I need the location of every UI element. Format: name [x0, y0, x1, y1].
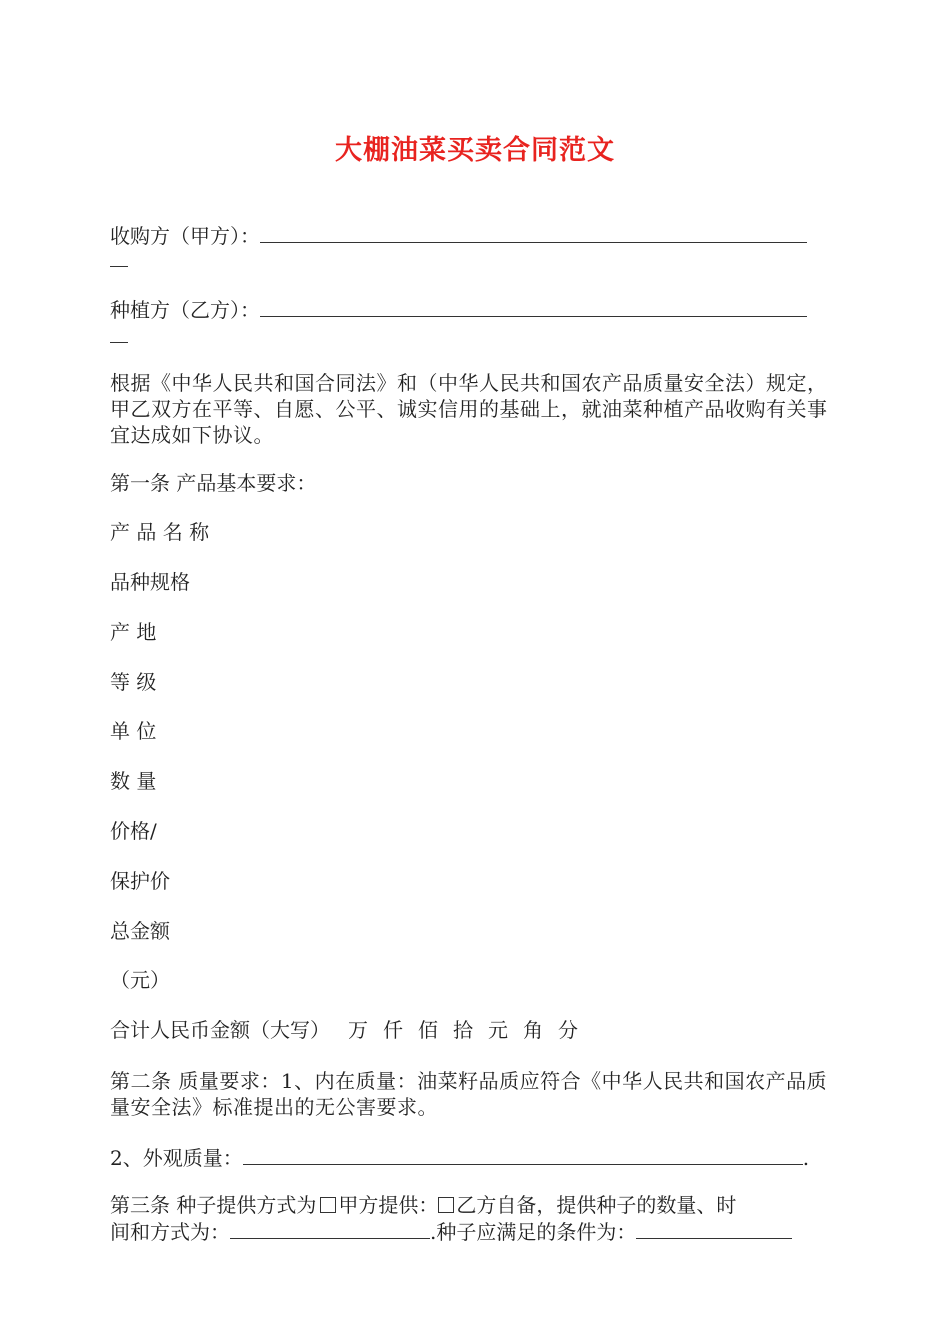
appearance-row	[110, 1144, 845, 1171]
field-grade: 等 级	[110, 670, 157, 694]
field-total-amount: 总金额	[110, 919, 170, 943]
article-1-heading: 第一条 产品基本要求：	[110, 471, 317, 495]
unit-jiao: 角	[523, 1018, 543, 1042]
party-b-blank-continuation	[110, 342, 128, 343]
option-a-label: 甲方提供：	[338, 1193, 439, 1217]
option-b-label: 乙方自备，提供种子的数量、时	[456, 1193, 737, 1217]
field-yuan-unit: （元）	[110, 968, 170, 992]
unit-bai: 佰	[418, 1018, 438, 1042]
total-amount-label: 合计人民币金额（大写）	[110, 1018, 330, 1042]
field-price: 价格/	[110, 819, 157, 843]
option-b-checkbox[interactable]	[438, 1197, 454, 1213]
article-3-line-2	[110, 1218, 845, 1245]
field-protection-price: 保护价	[110, 869, 170, 893]
party-a-blank-continuation	[110, 266, 128, 267]
party-a-label: 收购方（甲方）：	[110, 224, 260, 248]
field-origin: 产 地	[110, 620, 157, 644]
article-3-line2-prefix: 间和方式为：	[110, 1220, 230, 1244]
article-3-line-1	[110, 1192, 845, 1218]
appearance-end: .	[802, 1146, 810, 1170]
field-quantity: 数 量	[110, 769, 157, 793]
page-title: 大棚油菜买卖合同范文	[335, 135, 615, 166]
field-variety-spec: 品种规格	[110, 570, 190, 594]
unit-qian: 仟	[383, 1018, 403, 1042]
party-a-blank[interactable]	[260, 222, 807, 243]
field-product-name: 产 品 名 称	[110, 520, 210, 544]
total-amount-row	[110, 1017, 845, 1043]
unit-shi: 拾	[453, 1018, 473, 1042]
unit-yuan: 元	[488, 1018, 508, 1042]
article-3-prefix: 第三条 种子提供方式为	[110, 1193, 317, 1217]
article-2-paragraph: 第二条 质量要求：1、内在质量：油菜籽品质应符合《中华人民共和国农产品质量安全法》标准提出的无公害要求。	[110, 1069, 828, 1119]
party-b-blank[interactable]	[260, 296, 807, 317]
party-b-row	[110, 296, 845, 323]
appearance-label: 2、外观质量：	[110, 1146, 243, 1170]
party-b-label: 种植方（乙方）：	[110, 298, 260, 322]
intro-paragraph: 根据《中华人民共和国合同法》和（中华人民共和国农产品质量安全法）规定，甲乙双方在平等、自愿、公平、诚实信用的基础上，就油菜种植产品收购有关事宜达成如下协议。	[110, 371, 828, 447]
option-a-checkbox[interactable]	[320, 1197, 336, 1213]
seed-supply-blank[interactable]	[230, 1218, 430, 1239]
party-a-row	[110, 222, 845, 249]
field-unit: 单 位	[110, 719, 157, 743]
appearance-blank[interactable]	[243, 1144, 803, 1165]
article-3-line2-mid: .种子应满足的条件为：	[430, 1220, 637, 1244]
seed-conditions-blank[interactable]	[636, 1218, 792, 1239]
unit-wan: 万	[348, 1018, 368, 1042]
unit-fen: 分	[558, 1018, 578, 1042]
